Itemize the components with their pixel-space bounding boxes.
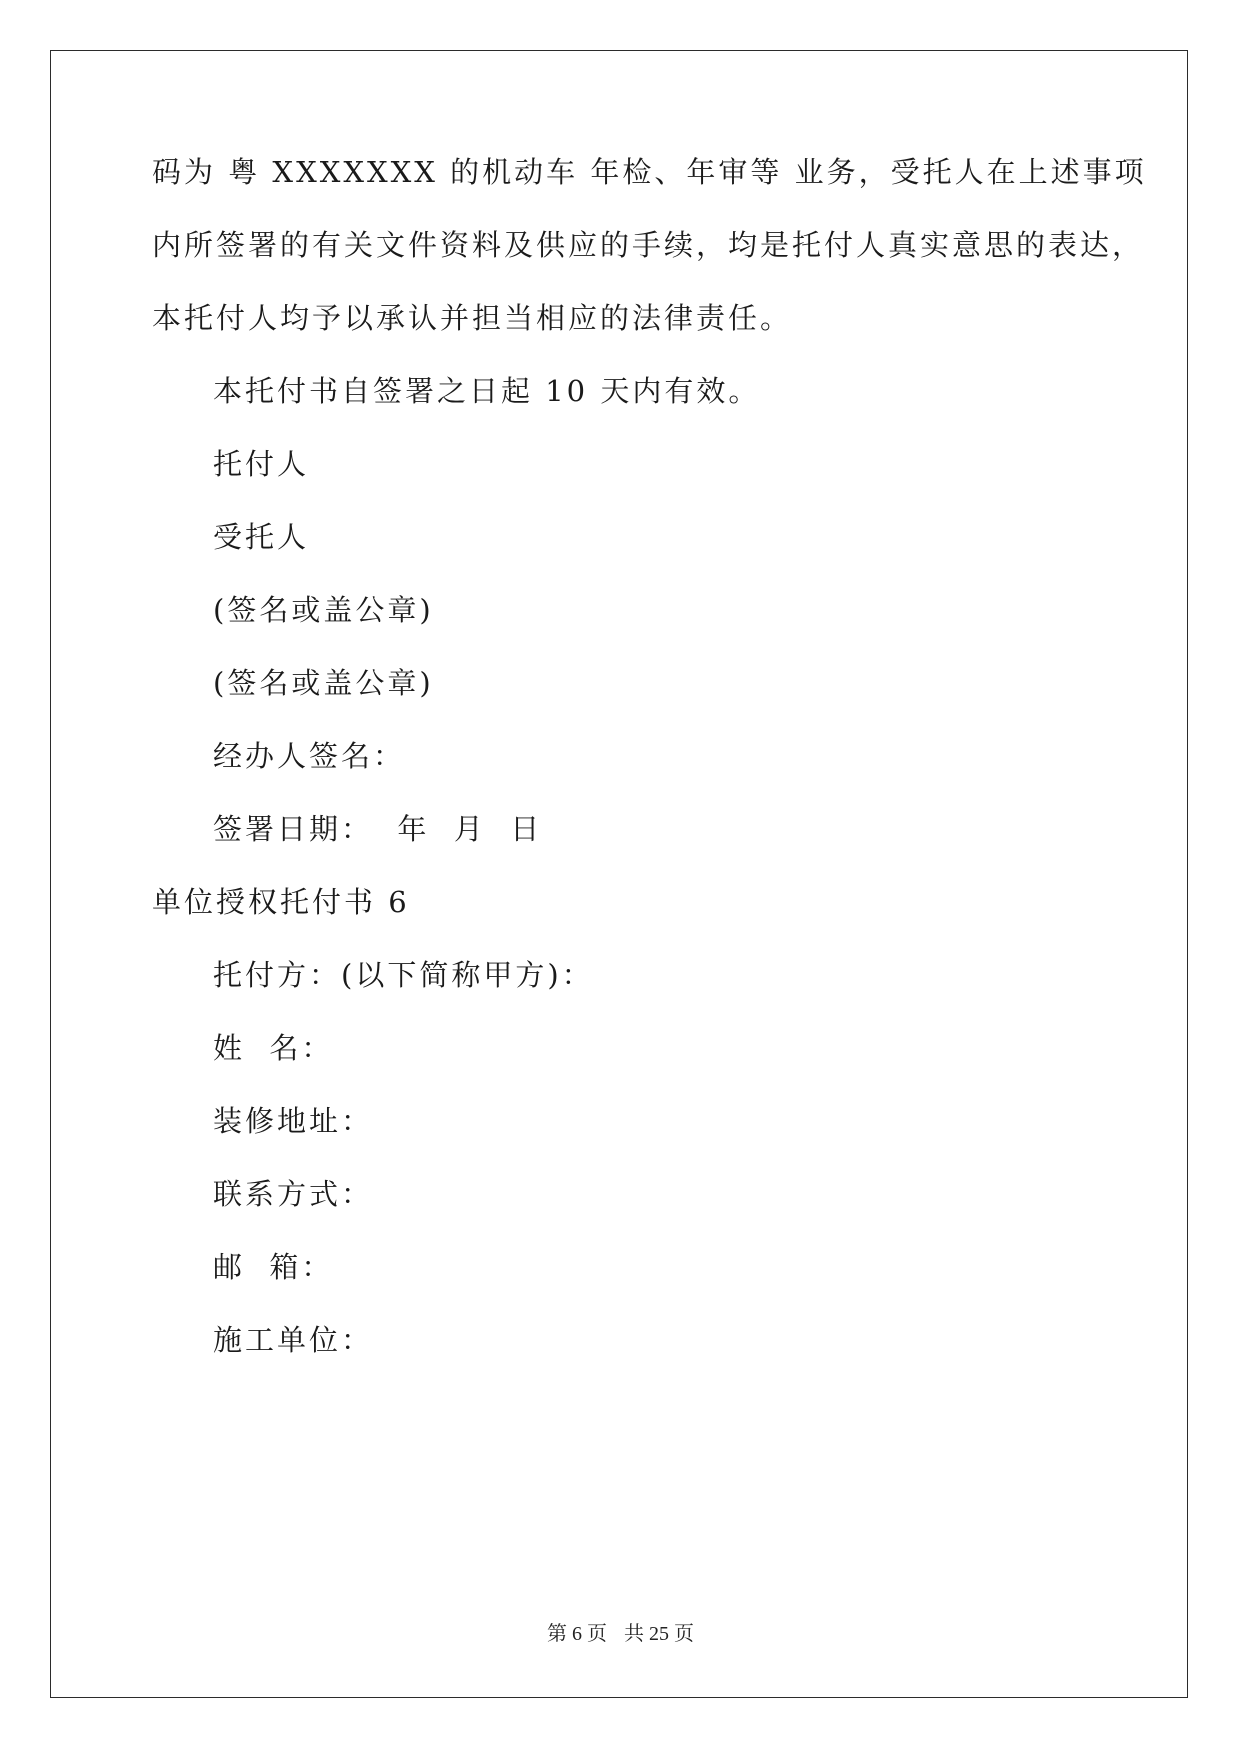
page-total: 共 25 页 (624, 1623, 694, 1645)
page-footer (0, 1622, 1241, 1646)
name-field-label: 姓 名： (213, 1031, 334, 1065)
email-field-label: 邮 箱： (213, 1250, 334, 1284)
handler-signature-label: 经办人签名： (213, 739, 406, 773)
section-heading: 单位授权托付书 6 (152, 885, 410, 919)
contact-field-label: 联系方式： (213, 1177, 374, 1211)
principal-label: 托付人 (213, 447, 310, 481)
agent-label: 受托人 (213, 520, 310, 554)
page-number: 第 6 页 (547, 1623, 607, 1645)
body-line-2: 内所签署的有关文件资料及供应的手续，均是托付人真实意思的表达， (152, 228, 1145, 262)
signature-note-1: (签名或盖公章) (213, 593, 434, 627)
page-border (50, 50, 1188, 1698)
address-field-label: 装修地址： (213, 1104, 374, 1138)
body-line-3: 本托付人均予以承认并担当相应的法律责任。 (152, 301, 793, 335)
party-a-label: 托付方：(以下简称甲方)： (213, 958, 594, 992)
body-line-1: 码为 粤 XXXXXXX 的机动车 年检、年审等 业务，受托人在上述事项 (152, 155, 1147, 189)
signature-note-2: (签名或盖公章) (213, 666, 434, 700)
sign-date-label: 签署日期： 年 月 日 (213, 812, 543, 846)
contractor-field-label: 施工单位： (213, 1323, 374, 1357)
validity-clause: 本托付书自签署之日起 10 天内有效。 (213, 374, 761, 408)
